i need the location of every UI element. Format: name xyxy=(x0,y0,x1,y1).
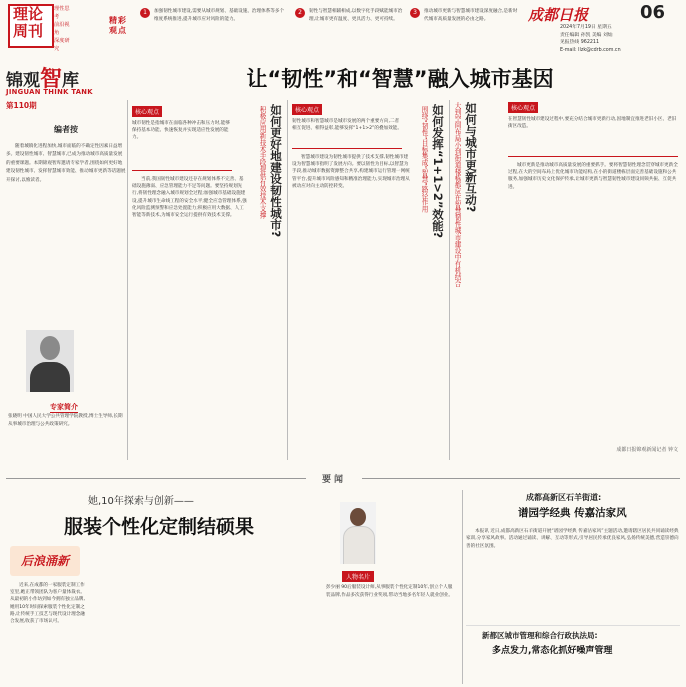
editor-note-body: 随着城镇化进程加快,城市面临的不确定性因素日益增多。建设韧性城市、智慧城市,已成为推动城市高质量发展的重要课题。本期锦观智库邀请专家学者,围绕如何更好地建设韧性城市、发挥智慧城市效能、推动城市更新等话题展开探讨,以飨读者。 xyxy=(6,144,126,183)
article-2-subtitle: 围绕“韧性”目标集成“智慧”路径作用 xyxy=(420,106,428,213)
editor-note-title: 编者按 xyxy=(54,125,78,134)
highlight-num-1: 1 xyxy=(140,8,150,18)
bottom-left-story xyxy=(6,490,318,685)
highlight-1 xyxy=(140,8,290,54)
editor-note xyxy=(6,124,126,364)
logo-tagline xyxy=(54,5,70,53)
right-headline-2: 谱园学经典 传嘉沽家风 xyxy=(518,507,627,519)
article-2-lead: 韧性城市和智慧城市是城市发展的两个重要方向,二者相互促进、相得益彰,能够发挥“1+1>2”的叠加效能。 xyxy=(292,118,402,149)
issue-number: 第110期 xyxy=(6,101,37,110)
article-1-lead: 城市韧性是指城市在面临各种冲击和压力时,能够保持基本功能、快速恢复并实现适应性发展的能力。 xyxy=(132,120,232,171)
person-photo xyxy=(340,502,376,564)
article-2-body: 智慧城市建设为韧性城市提供了技术支撑,韧性城市建设为智慧城市指明了发展方向。要以韧性为目标,以智慧为手段,推动城市数据资源整合共享,构建城市运行管理一网统管平台,提升城市风险感知和精准治理能力,实现城市治理从被动应对向主动防控转变。 xyxy=(292,155,410,189)
story-banner xyxy=(10,546,80,576)
highlight-text-3: 推动城市更新与智慧城市建设深度融合,是新时代城市高质量发展的必由之路。 xyxy=(424,9,518,22)
article-3 xyxy=(450,98,682,460)
issue-info xyxy=(560,24,682,58)
expert-portrait xyxy=(26,330,74,392)
article-2-title: 如何发挥“1+1>2”效能? xyxy=(431,104,445,239)
tagline-2: 前沿视角 xyxy=(54,22,70,36)
article-byline: 成都日报锦观新闻记者 钟文 xyxy=(616,447,678,453)
rule-right xyxy=(362,478,680,479)
article-1-tag: 核心观点 xyxy=(132,106,162,117)
article-3-subtitle: 大到空间布局小到街道楼栋都应在智慧韧性城市建设中有机结合 xyxy=(453,102,461,287)
brand-right: 库 xyxy=(62,71,80,91)
divider-4 xyxy=(462,490,463,684)
tagline-3: 深度研究 xyxy=(54,38,70,52)
brief-line-1: 新都区城市管理和综合行政执法局: xyxy=(482,631,598,640)
right-headline-1: 成都高新区石羊街道: xyxy=(526,493,602,502)
expert-heading: 专家简介 xyxy=(50,403,78,411)
brief xyxy=(470,630,682,656)
article-3-body: 城市更新是推动城市高质量发展的重要抓手。要将智慧韧性理念贯穿城市更新全过程,在大的空间布局上优化城市功能结构,在小的街道楼栋层面完善基础设施和公共服务,加强城市历史文化保护传承,让城市更新与智慧韧性城市建设同频共振、互促共进。 xyxy=(508,163,678,190)
highlight-3 xyxy=(410,8,522,54)
masthead xyxy=(0,0,686,60)
tagline-1: 理性思考 xyxy=(54,6,70,20)
weekly-logo xyxy=(8,4,54,48)
story-headline: 服装个性化定制结硕果 xyxy=(64,516,255,538)
brand-english: JINGUAN THINK TANK xyxy=(6,88,93,96)
highlight-2 xyxy=(295,8,407,54)
article-2 xyxy=(288,98,448,460)
article-1-subtitle: 积极应用新技术手段提供有效技术支撑 xyxy=(258,106,266,219)
right-body: 本报讯 近日,成都高新区石羊街道开展“谱园学经典 传嘉沽家风”主题活动,邀请辖区居民共同诵读经典家训,分享家风故事。活动通过诵读、讲解、互动等形式,引导居民传承优良家风,弘扬传统美德,营造崇德向善的社区氛围。 xyxy=(466,529,679,549)
portrait-head xyxy=(40,336,60,360)
section-brand xyxy=(6,62,124,120)
rule-right-brief xyxy=(466,625,680,626)
highlight-num-2: 2 xyxy=(295,8,305,18)
article-3-title: 如何与城市更新互动? xyxy=(464,102,478,213)
newspaper-name: 成都日报 xyxy=(528,6,589,24)
highlight-text-1: 加强韧性城市建设,需要从城市规划、基础设施、治理体系等多个维度系统推进,提升城市应对风险的能力。 xyxy=(154,9,285,22)
person-bio: 彭少丽 90后服装设计师,从事服装个性化定制10年,创立个人服装品牌,作品多次获得行业奖项,带动当地多名年轻人就业创业。 xyxy=(326,585,453,598)
logo-top: 理论 xyxy=(13,5,44,23)
rule-left xyxy=(6,478,306,479)
person-body xyxy=(343,526,375,564)
brief-line-2: 多点发力,常态化抓好噪声管理 xyxy=(492,646,613,656)
issue-date: 2024年7月19日 星期五 xyxy=(560,25,612,30)
logo-bottom: 周刊 xyxy=(13,22,44,40)
article-3-tag: 核心观点 xyxy=(508,102,538,113)
article-3-lead: 在智慧韧性城市建设过程中,要充分结合城市更新行动,因地制宜推进老旧小区、老旧街区改造。 xyxy=(508,116,678,157)
article-2-tag: 核心观点 xyxy=(292,104,322,115)
issue-email: E-mail: llzk@cdrb.com.cn xyxy=(560,47,621,53)
main-headline: 让“韧性”和“智慧”融入城市基因 xyxy=(246,67,554,91)
issue-phone: 见报热线 962211 xyxy=(560,40,600,45)
story-body: 近来,在成都的一家服装定制工作室里,她正带领团队为客户量体裁衣。从最初的小作坊到如今拥有独立品牌,她用10年时间探索服装个性化定制之路,让传统手工技艺与现代设计理念融合发展,收获了市场认可。 xyxy=(10,583,85,625)
right-article xyxy=(466,492,682,622)
person-head xyxy=(350,508,366,526)
story-banner-text: 后浪涌新 xyxy=(20,554,69,568)
article-1-title: 如何更好地建设韧性城市? xyxy=(269,104,283,238)
highlight-num-3: 3 xyxy=(410,8,420,18)
issue-editors: 责任编辑 孙凯 美编 刘灿 xyxy=(560,32,613,38)
expert-bio: 张晓明 中国人民大学公共管理学院教授,博士生导师,长期从事城市治理与公共政策研究。 xyxy=(8,414,123,427)
portrait-caption: 人物名片 xyxy=(342,571,374,582)
column-label: 精彩观点 xyxy=(109,16,127,35)
portrait-body xyxy=(30,362,70,392)
article-1-body: 当前,我国韧性城市建设还存在规划体系不完善、基础设施薄弱、应急管理能力不足等问题。要坚持规划先行,将韧性理念融入城市规划全过程;加强城市基础设施建设,提升城市生命线工程的安全水平;健全应急管理体系,强化风险监测预警和应急处置能力;积极应用大数据、人工智能等新技术,为城市安全运行提供有效技术支撑。 xyxy=(132,177,247,219)
highlight-text-2: 韧性与智慧相辅相成,以数字化手段赋能城市治理,让城市更有温度、更具活力、更可持续。 xyxy=(309,9,403,22)
story-kicker: 她,10年探索与创新—— xyxy=(88,496,194,507)
section-divider: 要闻 xyxy=(322,475,347,485)
article-1 xyxy=(128,98,286,460)
brand-mid: 智 xyxy=(40,67,63,92)
brand-left: 锦观 xyxy=(6,71,40,91)
page-number: 06 xyxy=(640,2,666,23)
